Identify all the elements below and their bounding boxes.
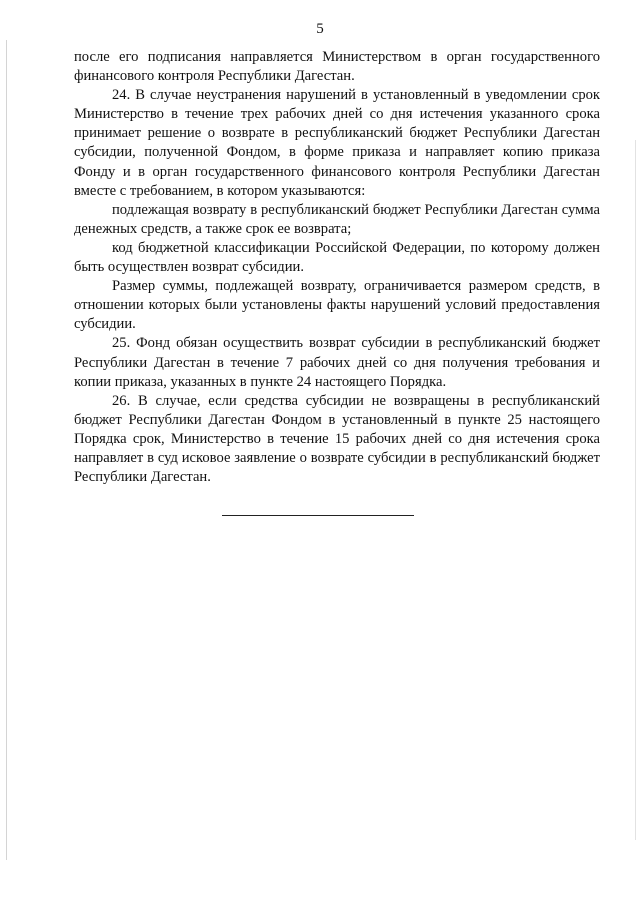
paragraph-amount-limit: Размер суммы, подлежащей возврату, ограничивается размером средств, в отношении которых были установлены факты нарушений условий предоставления субсидии. [74, 278, 600, 333]
paragraph-item-26: 26. В случае, если средства субсидии не возвращены в республиканский бюджет Республики Дагестан Фондом в установленный в пункте 25 настоящего Порядка срок, Министерство в течение 15 рабочих дней со дня истечения срока направляет в суд исковое заявление о возврате субсидии в республиканский бюджет Республики Дагестан. [74, 392, 600, 486]
document-body [74, 48, 600, 487]
paragraph-continuation: после его подписания направляется Министерством в орган государственного финансового контроля Республики Дагестан. [74, 49, 600, 85]
page-number: 5 [316, 21, 324, 37]
paragraph-requirement-code: код бюджетной классификации Российской Федерации, по которому должен быть осуществлен возврат субсидии. [74, 239, 600, 276]
scan-edge-right [635, 140, 636, 840]
paragraph-requirement-amount: подлежащая возврату в республиканский бюджет Республики Дагестан сумма денежных средств, а также срок ее возврата; [74, 201, 600, 237]
end-divider-line [222, 515, 414, 516]
scan-edge-left [6, 40, 7, 860]
paragraph-item-24: 24. В случае неустранения нарушений в установленный в уведомлении срок Министерство в течение трех рабочих дней со дня истечения указанного срока принимает решение о возврате в республиканский бюджет Республики Дагестан субсидии, полученной Фондом, в форме приказа и направляет копию приказа Фонду и в орган государственного финансового контроля Республики Дагестан вместе с требованием, в котором указываются: [74, 87, 600, 199]
paragraph-item-25: 25. Фонд обязан осуществить возврат субсидии в республиканский бюджет Республики Дагестан в течение 7 рабочих дней со дня получения требования и копии приказа, указанных в пункте 24 настоящего Порядка. [74, 335, 600, 390]
